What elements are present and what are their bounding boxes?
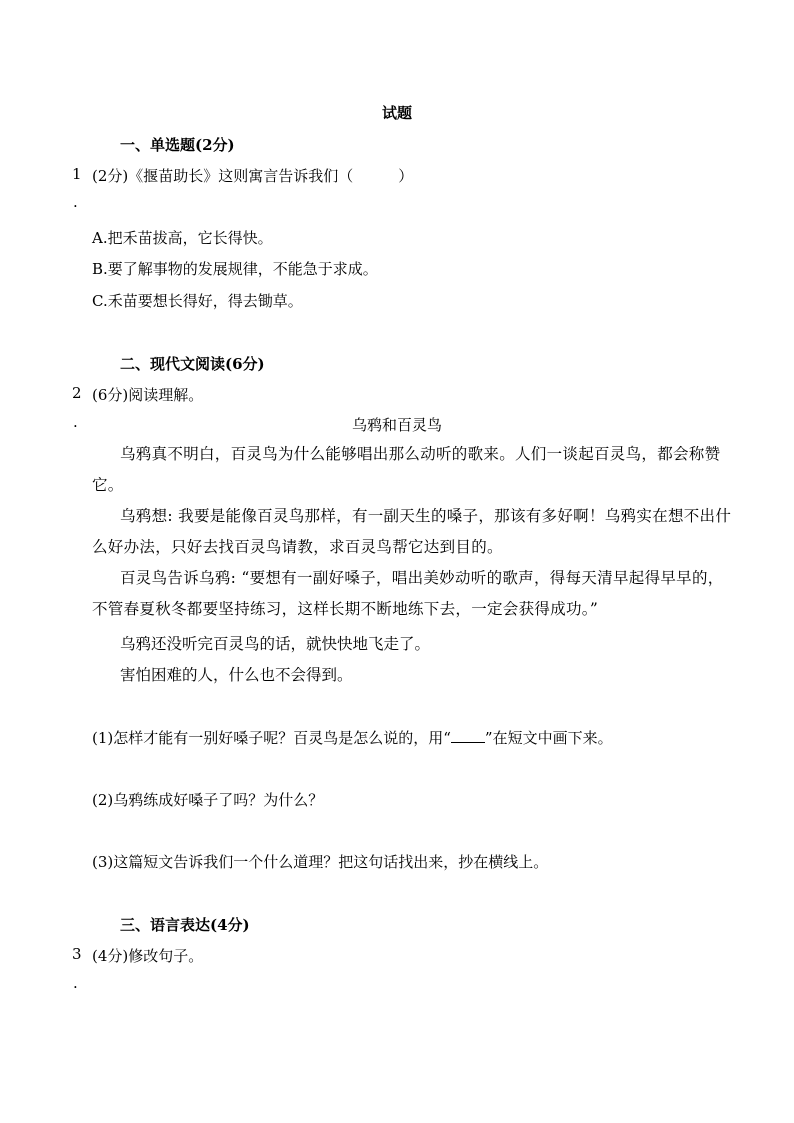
passage-title: 乌鸦和百灵鸟 [351,416,442,434]
underline-blank [451,730,485,743]
question-number: 2 [72,384,82,402]
question-number-dot: . [73,413,78,431]
question-text: (6分)阅读理解。 [92,386,204,404]
passage-paragraph: 害怕困难的人，什么也不会得到。 [120,666,353,684]
sub-question-1 [92,727,613,748]
sub-question-2: (2)乌鸦练成好嗓子了吗？为什么？ [92,791,324,809]
question-number: 3 [72,945,82,963]
page-title: 试题 [381,104,412,122]
passage-paragraph: 乌鸦真不明白，百灵鸟为什么能够唱出那么动听的歌来。人们一谈起百灵鸟，都会称赞它。 [92,445,721,494]
passage-paragraph: 百灵鸟告诉乌鸦: “要想有一副好嗓子，唱出美妙动听的歌声，得每天清早起得早早的，不管春夏秋冬都要坚持练习，这样长期不断地练下去，一定会获得成功。” [92,569,724,618]
option-a: A.把禾苗拔高，它长得快。 [92,229,273,247]
passage-paragraph: 乌鸦想: 我要是能像百灵鸟那样，有一副天生的嗓子，那该有多好啊！乌鸦实在想不出什么好办法，只好去找百灵鸟请教，求百灵鸟帮它达到目的。 [92,507,732,556]
question-number: 1 [72,165,82,183]
sub-question-3: (3)这篇短文告诉我们一个什么道理？把这句话找出来，抄在横线上。 [92,853,549,871]
section-heading-single-choice: 一、单选题(2分) [120,136,235,154]
option-b: B.要了解事物的发展规律，不能急于求成。 [92,260,378,278]
sub-question-1-text: (1)怎样才能有一别好嗓子呢？百灵鸟是怎么说的，用“ [92,729,451,747]
sub-question-1-text-end: ”在短文中画下来。 [484,729,613,747]
option-c: C.禾苗要想长得好，得去锄草。 [92,292,303,310]
section-heading-reading: 二、现代文阅读(6分) [120,355,265,373]
question-number-dot: . [73,193,78,211]
question-number-dot: . [73,974,78,992]
section-heading-expression: 三、语言表达(4分) [120,916,250,934]
question-text: (2分)《揠苗助长》这则寓言告诉我们（ ） [92,167,414,185]
question-text: (4分)修改句子。 [92,947,204,965]
passage-paragraph: 乌鸦还没听完百灵鸟的话，就快快地飞走了。 [120,635,431,653]
